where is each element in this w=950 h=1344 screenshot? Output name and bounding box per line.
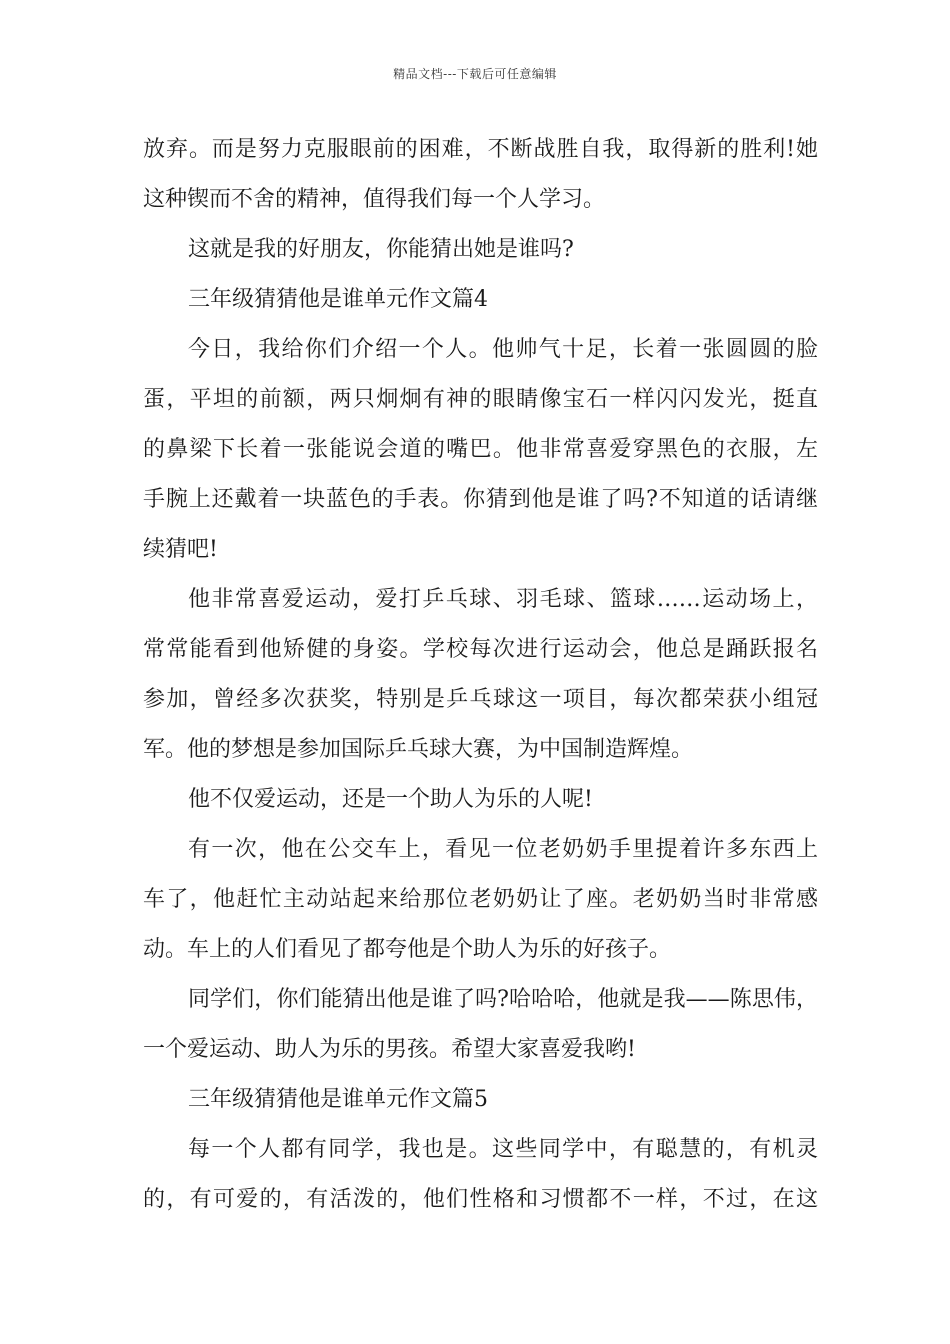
text-line: 他不仅爱运动，还是一个助人为乐的人呢! xyxy=(188,787,593,812)
text-line: 车了，他赶忙主动站起来给那位老奶奶让了座。老奶奶当时非常感 xyxy=(143,887,818,912)
text-line: 今日，我给你们介绍一个人。他帅气十足，长着一张圆圆的脸 xyxy=(188,337,818,362)
text-line: 动。车上的人们看见了都夸他是个助人为乐的好孩子。 xyxy=(143,937,672,962)
text-line: 军。他的梦想是参加国际乒乓球大赛，为中国制造辉煌。 xyxy=(143,737,694,762)
text-line: 他非常喜爱运动，爱打乒乓球、羽毛球、篮球……运动场上， xyxy=(188,587,818,612)
text-line: 续猜吧! xyxy=(143,537,218,562)
text-line: 的鼻梁下长着一张能说会道的嘴巴。他非常喜爱穿黑色的衣服，左 xyxy=(143,437,818,462)
text-line: 参加，曾经多次获奖，特别是乒乓球这一项目，每次都荣获小组冠 xyxy=(143,687,818,712)
text-line: 一个爱运动、助人为乐的男孩。希望大家喜爱我哟! xyxy=(143,1037,636,1062)
page-header: 精品文档---下载后可任意编辑 xyxy=(393,67,557,81)
text-line: 每一个人都有同学，我也是。这些同学中，有聪慧的，有机灵 xyxy=(188,1137,818,1162)
text-line: 同学们，你们能猜出他是谁了吗?哈哈哈，他就是我——陈思伟， xyxy=(188,987,818,1012)
text-line: 蛋，平坦的前额，两只炯炯有神的眼睛像宝石一样闪闪发光，挺直 xyxy=(143,387,818,412)
text-line: 常常能看到他矫健的身姿。学校每次进行运动会，他总是踊跃报名 xyxy=(143,637,818,662)
text-line: 的，有可爱的，有活泼的，他们性格和习惯都不一样，不过，在这 xyxy=(143,1187,818,1212)
text-line: 这就是我的好朋友，你能猜出她是谁吗? xyxy=(188,237,574,262)
document-body xyxy=(143,125,818,1225)
text-line: 放弃。而是努力克服眼前的困难，不断战胜自我，取得新的胜利!她 xyxy=(143,137,818,162)
text-line: 这种锲而不舍的精神，值得我们每一个人学习。 xyxy=(143,187,606,212)
text-line: 有一次，他在公交车上，看见一位老奶奶手里提着许多东西上 xyxy=(188,837,818,862)
text-line: 三年级猜猜他是谁单元作文篇4 xyxy=(188,287,488,312)
text-line: 手腕上还戴着一块蓝色的手表。你猜到他是谁了吗?不知道的话请继 xyxy=(143,487,818,512)
text-line: 三年级猜猜他是谁单元作文篇5 xyxy=(188,1087,488,1112)
